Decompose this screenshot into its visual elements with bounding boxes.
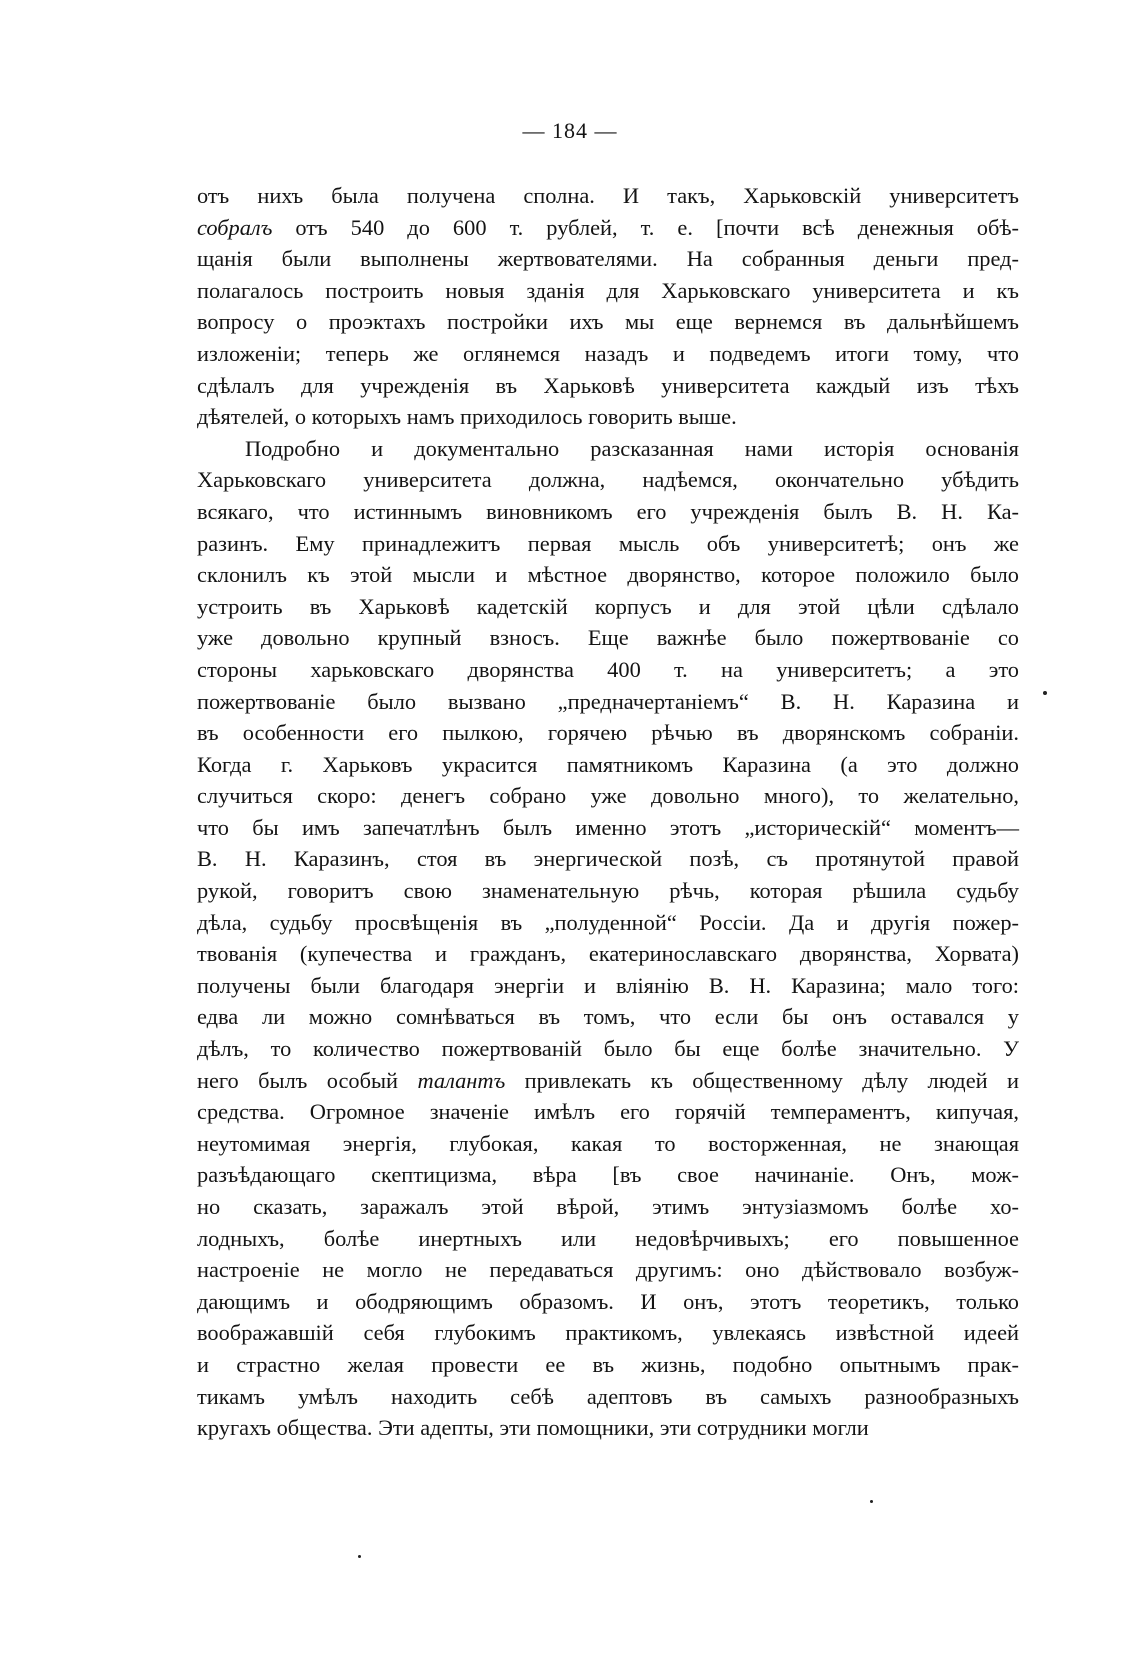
text-line bbox=[197, 591, 1019, 623]
text-segment: настроеніе не могло не передаваться другимъ: оно дѣйствовало возбуж- bbox=[197, 1257, 1019, 1283]
ink-speck bbox=[1043, 691, 1047, 695]
text-segment: случиться скоро: денегъ собрано уже довольно много), то желательно, bbox=[197, 783, 1019, 809]
text-line bbox=[197, 907, 1019, 939]
text-segment: привлекать къ общественному дѣлу людей и bbox=[505, 1067, 1019, 1093]
text-segment: стороны харьковскаго дворянства 400 т. на университетъ; а это bbox=[197, 656, 1019, 682]
text-line bbox=[197, 1191, 1019, 1223]
text-segment: Харьковскаго университета должна, надѣемся, окончательно убѣдить bbox=[197, 467, 1019, 493]
text-segment: дѣлъ, то количество пожертвованій было бы еще болѣе значительно. У bbox=[197, 1036, 1019, 1062]
text-line bbox=[197, 1001, 1019, 1033]
text-line bbox=[197, 654, 1019, 686]
text-segment: пожертвованіе было вызвано „предначертаніемъ“ В. Н. Каразина и bbox=[197, 688, 1019, 714]
text-line bbox=[197, 559, 1019, 591]
text-segment: средства. Огромное значеніе имѣлъ его горячій темпераментъ, кипучая, bbox=[197, 1099, 1019, 1125]
text-line bbox=[197, 275, 1019, 307]
text-line bbox=[197, 464, 1019, 496]
text-line bbox=[197, 1317, 1019, 1349]
text-segment: изложеніи; теперь же оглянемся назадъ и подведемъ итоги тому, что bbox=[197, 340, 1019, 366]
text-segment: Подробно и документально разсказанная нами исторія основанія bbox=[245, 435, 1019, 461]
text-segment: и страстно желая провести ее въ жизнь, подобно опытнымъ прак- bbox=[197, 1351, 1019, 1377]
text-line bbox=[197, 717, 1019, 749]
text-segment: склонилъ къ этой мысли и мѣстное дворянство, которое положило было bbox=[197, 562, 1019, 588]
text-line bbox=[197, 1159, 1019, 1191]
paragraph-start-line bbox=[197, 433, 1019, 465]
text-line bbox=[197, 1096, 1019, 1128]
text-line bbox=[197, 686, 1019, 718]
text-segment: него былъ особый bbox=[197, 1067, 418, 1093]
text-line bbox=[197, 370, 1019, 402]
ink-speck bbox=[870, 1500, 873, 1503]
text-line bbox=[197, 970, 1019, 1002]
page-number: — 184 — bbox=[522, 118, 618, 143]
text-line bbox=[197, 938, 1019, 970]
text-line bbox=[197, 875, 1019, 907]
text-segment: отъ 540 до 600 т. рублей, т. е. [почти всѣ денежныя обѣ- bbox=[272, 214, 1019, 240]
text-segment: щанія были выполнены жертвователями. На собранныя деньги пред- bbox=[197, 246, 1019, 272]
text-segment: отъ нихъ была получена сполна. И такъ, Харьковскій университетъ bbox=[197, 183, 1019, 208]
text-line bbox=[197, 496, 1019, 528]
text-line bbox=[197, 780, 1019, 812]
text-segment: всякаго, что истиннымъ виновникомъ его учрежденія былъ В. Н. Ка- bbox=[197, 498, 1019, 524]
text-segment: разинъ. Ему принадлежитъ первая мысль объ университетѣ; онъ же bbox=[197, 530, 1019, 556]
text-line bbox=[197, 843, 1019, 875]
text-segment: въ особенности его пылкою, горячею рѣчью въ дворянскомъ собраніи. bbox=[197, 720, 1019, 746]
text-segment: уже довольно крупный взносъ. Еще важнѣе было пожертвованіе со bbox=[197, 625, 1019, 651]
text-segment: воображавшій себя глубокимъ практикомъ, увлекаясь извѣстной идеей bbox=[197, 1320, 1019, 1346]
text-line bbox=[197, 1412, 1019, 1444]
body-text bbox=[197, 180, 1019, 1444]
text-line bbox=[197, 528, 1019, 560]
text-segment: дѣла, судьбу просвѣщенія въ „полуденной“ Россіи. Да и другія пожер- bbox=[197, 909, 1019, 935]
text-line bbox=[197, 1065, 1019, 1097]
text-segment: лодныхъ, болѣе инертныхъ или недовѣрчивыхъ; его повышенное bbox=[197, 1225, 1019, 1251]
text-line bbox=[197, 1033, 1019, 1065]
text-segment: сдѣлалъ для учрежденія въ Харьковѣ университета каждый изъ тѣхъ bbox=[197, 372, 1019, 398]
text-line bbox=[197, 749, 1019, 781]
text-line bbox=[197, 306, 1019, 338]
text-line bbox=[197, 401, 1019, 433]
text-segment: В. Н. Каразинъ, стоя въ энергической позѣ, съ протянутой правой bbox=[197, 846, 1019, 872]
italic-word: талантъ bbox=[417, 1067, 506, 1093]
text-line bbox=[197, 622, 1019, 654]
text-segment: но сказать, заражалъ этой вѣрой, этимъ энтузіазмомъ болѣе хо- bbox=[197, 1194, 1019, 1219]
text-line bbox=[197, 1223, 1019, 1255]
text-segment: Когда г. Харьковъ украсится памятникомъ Каразина (а это должно bbox=[197, 751, 1019, 777]
text-segment: что бы имъ запечатлѣнъ былъ именно этотъ „историческій“ моментъ— bbox=[197, 814, 1019, 840]
text-segment: неутомимая энергія, глубокая, какая то восторженная, не знающая bbox=[197, 1130, 1019, 1156]
text-line bbox=[197, 812, 1019, 844]
text-segment: полагалось построить новыя зданія для Харьковскаго университета и къ bbox=[197, 277, 1019, 303]
text-segment: разъѣдающаго скептицизма, вѣра [въ свое начинаніе. Онъ, мож- bbox=[197, 1162, 1019, 1188]
text-line bbox=[197, 212, 1019, 244]
ink-speck bbox=[358, 1555, 361, 1558]
text-line bbox=[197, 1381, 1019, 1413]
text-line bbox=[197, 1349, 1019, 1381]
text-line bbox=[197, 243, 1019, 275]
text-line bbox=[197, 1254, 1019, 1286]
text-segment: вопросу о проэктахъ постройки ихъ мы еще вернемся въ дальнѣйшемъ bbox=[197, 309, 1019, 335]
text-segment: устроить въ Харьковѣ кадетскій корпусъ и для этой цѣли сдѣлало bbox=[197, 593, 1019, 619]
text-line bbox=[197, 180, 1019, 212]
text-segment: тикамъ умѣлъ находить себѣ адептовъ въ самыхъ разнообразныхъ bbox=[197, 1383, 1019, 1409]
text-segment: кругахъ общества. Эти адепты, эти помощники, эти сотрудники могли bbox=[197, 1415, 869, 1441]
text-line bbox=[197, 1286, 1019, 1318]
italic-word: собралъ bbox=[197, 214, 273, 240]
text-line bbox=[197, 1128, 1019, 1160]
text-segment: рукой, говоритъ свою знаменательную рѣчь, которая рѣшила судьбу bbox=[197, 878, 1019, 904]
text-segment: получены были благодаря энергіи и вліянію В. Н. Каразина; мало того: bbox=[197, 972, 1019, 998]
text-segment: дающимъ и ободряющимъ образомъ. И онъ, этотъ теоретикъ, только bbox=[197, 1288, 1019, 1314]
text-segment: едва ли можно сомнѣваться въ томъ, что если бы онъ оставался у bbox=[197, 1004, 1019, 1030]
text-segment: твованія (купечества и гражданъ, екатеринославскаго дворянства, Хорвата) bbox=[197, 941, 1019, 967]
text-segment: дѣятелей, о которыхъ намъ приходилось говорить выше. bbox=[197, 404, 737, 430]
text-line bbox=[197, 338, 1019, 370]
